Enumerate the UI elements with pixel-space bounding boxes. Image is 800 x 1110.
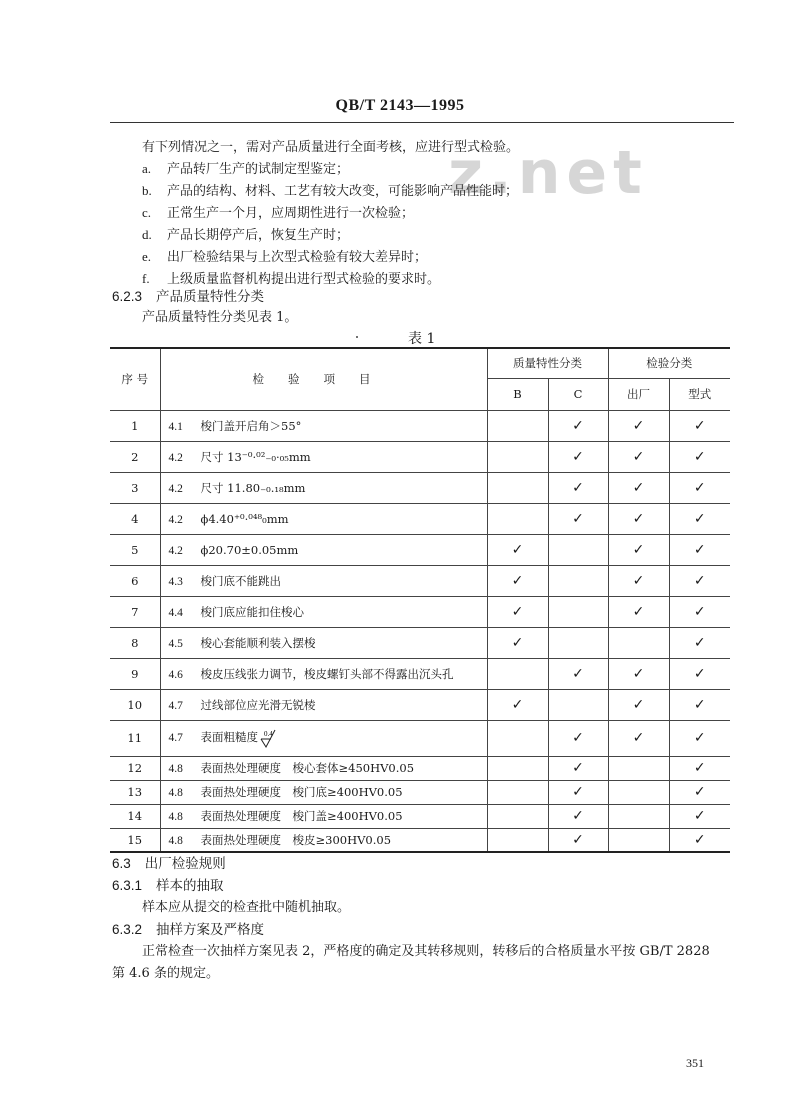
row-c-cell [548,804,608,828]
row-clause: 4.2 [168,482,183,495]
condition-item [142,202,414,221]
row-seq: 6 [110,565,160,596]
row-factory-cell [608,627,669,658]
row-clause: 4.8 [168,763,183,775]
row-factory-cell [608,472,669,503]
section-heading-6-3-2 [112,918,264,938]
table-row [110,756,730,780]
check-mark-icon: ✓ [511,634,524,651]
row-c-cell [548,441,608,472]
row-clause: 4.6 [168,668,183,681]
check-mark-icon: ✓ [693,831,706,848]
roughness-symbol-icon [260,727,282,749]
section-body: 产品质量特性分类见表 1。 [142,310,298,325]
table-row [110,534,730,565]
check-mark-icon: ✓ [632,417,645,434]
condition-item [142,180,518,199]
row-item [160,756,487,780]
row-c-cell [548,720,608,756]
check-mark-icon: ✓ [632,603,645,620]
row-type-cell [669,410,730,441]
table-body [110,410,730,852]
stray-dot [356,336,358,338]
row-item [160,720,487,756]
table-row [110,503,730,534]
condition-item [142,224,349,243]
table-caption: 表 1 [408,331,436,347]
row-seq: 8 [110,627,160,658]
row-clause: 4.5 [168,637,183,650]
check-mark-icon: ✓ [511,603,524,620]
row-type-cell [669,780,730,804]
row-clause: 4.7 [168,732,183,744]
check-mark-icon: ✓ [511,572,524,589]
row-type-cell [669,441,730,472]
check-mark-icon: ✓ [632,730,645,746]
row-factory-cell [608,828,669,852]
check-mark-icon: ✓ [572,831,584,848]
condition-text: 出厂检验结果与上次型式检验有较大差异时； [167,250,428,265]
check-mark-icon: ✓ [632,665,645,682]
row-seq: 10 [110,689,160,720]
check-mark-icon: ✓ [572,808,584,824]
header-rule [110,122,734,123]
section-heading-6-3 [112,852,226,872]
condition-text: 产品转厂生产的试制定型鉴定； [167,162,350,177]
row-c-cell [548,534,608,565]
header-quality-group: 质量特性分类 [487,348,608,378]
condition-letter: e. [142,249,152,264]
check-mark-icon: ✓ [511,696,524,713]
row-b-cell [487,441,548,472]
table-row [110,410,730,441]
condition-text: 上级质量监督机构提出进行型式检验的要求时。 [167,272,441,287]
row-factory-cell [608,596,669,627]
check-mark-icon: ✓ [693,510,706,527]
row-b-cell [487,804,548,828]
check-mark-icon: ✓ [632,541,645,558]
check-mark-icon: ✓ [693,541,706,558]
check-mark-icon: ✓ [693,634,706,651]
roughness-value: 0.4 [264,730,273,738]
row-seq: 7 [110,596,160,627]
check-mark-icon: ✓ [632,572,645,589]
row-factory-cell [608,804,669,828]
check-mark-icon: ✓ [632,696,645,713]
row-b-cell [487,503,548,534]
row-b-cell [487,756,548,780]
row-item [160,627,487,658]
row-b-cell [487,720,548,756]
header-factory: 出厂 [608,378,669,410]
check-mark-icon: ✓ [572,730,584,746]
section-title: 样本的抽取 [156,878,224,894]
check-mark-icon: ✓ [693,730,706,746]
check-mark-icon: ✓ [693,784,706,800]
row-type-cell [669,756,730,780]
row-item [160,472,487,503]
row-seq: 15 [110,828,160,852]
row-factory-cell [608,441,669,472]
row-item-text: 梭门盖开启角＞55° [200,418,302,433]
intro-paragraph: 有下列情况之一，需对产品质量进行全面考核，应进行型式检验。 [142,140,520,155]
header-inspect-group: 检验分类 [608,348,730,378]
check-mark-icon: ✓ [572,510,584,527]
row-b-cell [487,689,548,720]
condition-letter: d. [142,227,152,242]
check-mark-icon: ✓ [693,808,706,824]
row-b-cell [487,565,548,596]
check-mark-icon: ✓ [693,479,706,496]
condition-letter: b. [142,183,152,198]
check-mark-icon: ✓ [693,417,706,434]
header-item: 检验项目 [160,348,487,410]
row-b-cell [487,627,548,658]
check-mark-icon: ✓ [693,665,706,682]
row-item [160,828,487,852]
section-heading-6-3-1 [112,874,224,894]
row-type-cell [669,720,730,756]
row-type-cell [669,472,730,503]
table-row [110,689,730,720]
table-row [110,627,730,658]
row-item-text: 梭门底不能跳出 [200,573,281,588]
row-seq: 13 [110,780,160,804]
condition-item [142,246,427,265]
row-clause: 4.8 [168,811,183,823]
check-mark-icon: ✓ [632,479,645,496]
table-row [110,565,730,596]
row-clause: 4.4 [168,606,183,619]
row-item [160,780,487,804]
quality-classification-table [110,347,730,853]
row-seq: 9 [110,658,160,689]
row-item-text: 梭门底应能扣住梭心 [200,604,304,619]
condition-letter: c. [142,205,152,220]
row-seq: 4 [110,503,160,534]
row-item-text: 尺寸 11.80₋₀.₁₈mm [200,480,306,495]
row-item [160,804,487,828]
row-type-cell [669,627,730,658]
row-item-text: 过线部位应光滑无锐棱 [200,697,316,712]
row-seq: 14 [110,804,160,828]
table-row [110,804,730,828]
row-clause: 4.8 [168,834,183,847]
section-body-line2: 第 4.6 条的规定。 [112,966,219,981]
row-clause: 4.2 [168,451,183,464]
row-type-cell [669,658,730,689]
row-c-cell [548,658,608,689]
row-clause: 4.3 [168,575,183,588]
row-b-cell [487,410,548,441]
row-b-cell [487,472,548,503]
row-c-cell [548,689,608,720]
header-b: B [487,378,548,410]
section-body-line1: 正常检查一次抽样方案见表 2，严格度的确定及其转移规则，转移后的合格质量水平按 GB/T 2828 [142,944,710,959]
row-item [160,534,487,565]
table-row [110,472,730,503]
row-item-text: 表面热处理硬度 梭皮≥300HV0.05 [200,832,392,847]
row-b-cell [487,658,548,689]
row-factory-cell [608,780,669,804]
check-mark-icon: ✓ [572,448,584,465]
row-c-cell [548,596,608,627]
check-mark-icon: ✓ [572,417,584,434]
row-b-cell [487,828,548,852]
row-item-text: 表面热处理硬度 梭门盖≥400HV0.05 [200,809,403,823]
section-title: 产品质量特性分类 [156,289,265,305]
row-item-text: 梭皮压线张力调节，梭皮螺钉头部不得露出沉头孔 [200,666,454,681]
row-type-cell [669,565,730,596]
row-factory-cell [608,410,669,441]
row-c-cell [548,410,608,441]
row-c-cell [548,756,608,780]
row-type-cell [669,534,730,565]
row-factory-cell [608,565,669,596]
row-item [160,410,487,441]
table-header-row [110,348,730,378]
check-mark-icon: ✓ [572,479,584,496]
condition-text: 正常生产一个月，应周期性进行一次检验； [167,206,415,221]
section-number: 6.3 [112,856,131,871]
row-seq: 3 [110,472,160,503]
row-factory-cell [608,720,669,756]
row-type-cell [669,828,730,852]
row-c-cell [548,627,608,658]
check-mark-icon: ✓ [632,510,645,527]
table-row [110,828,730,852]
page-number: 351 [686,1056,704,1070]
row-seq: 12 [110,756,160,780]
condition-text: 产品的结构、材料、工艺有较大改变，可能影响产品性能时； [167,184,519,199]
check-mark-icon: ✓ [572,760,584,776]
row-type-cell [669,503,730,534]
row-item-text: ϕ20.70±0.05mm [200,542,299,557]
row-seq: 11 [110,720,160,756]
section-body: 样本应从提交的检查批中随机抽取。 [142,900,351,915]
header-type: 型式 [669,378,730,410]
row-clause: 4.8 [168,787,183,799]
row-seq: 2 [110,441,160,472]
row-item [160,565,487,596]
row-type-cell [669,804,730,828]
row-c-cell [548,503,608,534]
row-b-cell [487,534,548,565]
row-seq: 5 [110,534,160,565]
watermark: z.net [448,138,648,208]
section-title: 出厂检验规则 [144,856,226,872]
row-c-cell [548,780,608,804]
row-item-text: 表面热处理硬度 梭门底≥400HV0.05 [200,785,403,799]
row-b-cell [487,596,548,627]
table-row [110,658,730,689]
row-item-text: 表面热处理硬度 梭心套体≥450HV0.05 [200,761,415,775]
condition-letter: f. [142,271,150,286]
row-clause: 4.7 [168,699,183,712]
row-seq: 1 [110,410,160,441]
row-clause: 4.2 [168,513,183,526]
row-item [160,658,487,689]
row-item-text: 梭心套能顺利装入摆梭 [200,635,316,650]
row-c-cell [548,828,608,852]
row-type-cell [669,689,730,720]
section-number: 6.3.2 [112,922,143,937]
row-type-cell [669,596,730,627]
section-number: 6.2.3 [112,289,143,304]
row-item-text: ϕ4.40⁺⁰·⁰⁴⁸₀mm [200,511,289,526]
row-item-text: 尺寸 13⁻⁰·⁰²₋₀·₀₅mm [200,449,311,464]
row-item-text: 表面粗糙度 [200,730,258,744]
check-mark-icon: ✓ [693,572,706,589]
row-item [160,503,487,534]
table-row [110,780,730,804]
check-mark-icon: ✓ [693,696,706,713]
row-c-cell [548,565,608,596]
check-mark-icon: ✓ [511,541,524,558]
row-factory-cell [608,503,669,534]
table-row [110,441,730,472]
row-factory-cell [608,534,669,565]
row-clause: 4.2 [168,544,183,557]
check-mark-icon: ✓ [693,448,706,465]
row-c-cell [548,472,608,503]
header-c: C [548,378,608,410]
row-clause: 4.1 [168,420,183,433]
row-factory-cell [608,658,669,689]
condition-item [142,158,349,177]
condition-letter: a. [142,161,152,176]
row-factory-cell [608,756,669,780]
row-factory-cell [608,689,669,720]
row-item [160,441,487,472]
section-title: 抽样方案及严格度 [156,922,265,938]
section-number: 6.3.1 [112,878,143,893]
row-b-cell [487,780,548,804]
check-mark-icon: ✓ [693,760,706,776]
check-mark-icon: ✓ [632,448,645,465]
row-item [160,596,487,627]
check-mark-icon: ✓ [572,784,584,800]
check-mark-icon: ✓ [693,603,706,620]
table-row [110,720,730,756]
check-mark-icon: ✓ [572,665,584,682]
section-heading-6-2-3 [112,285,264,305]
header-seq: 序 号 [110,348,160,410]
row-item [160,689,487,720]
standard-number-header: QB/T 2143—1995 [335,97,465,114]
condition-text: 产品长期停产后，恢复生产时； [167,228,350,243]
table-row [110,596,730,627]
